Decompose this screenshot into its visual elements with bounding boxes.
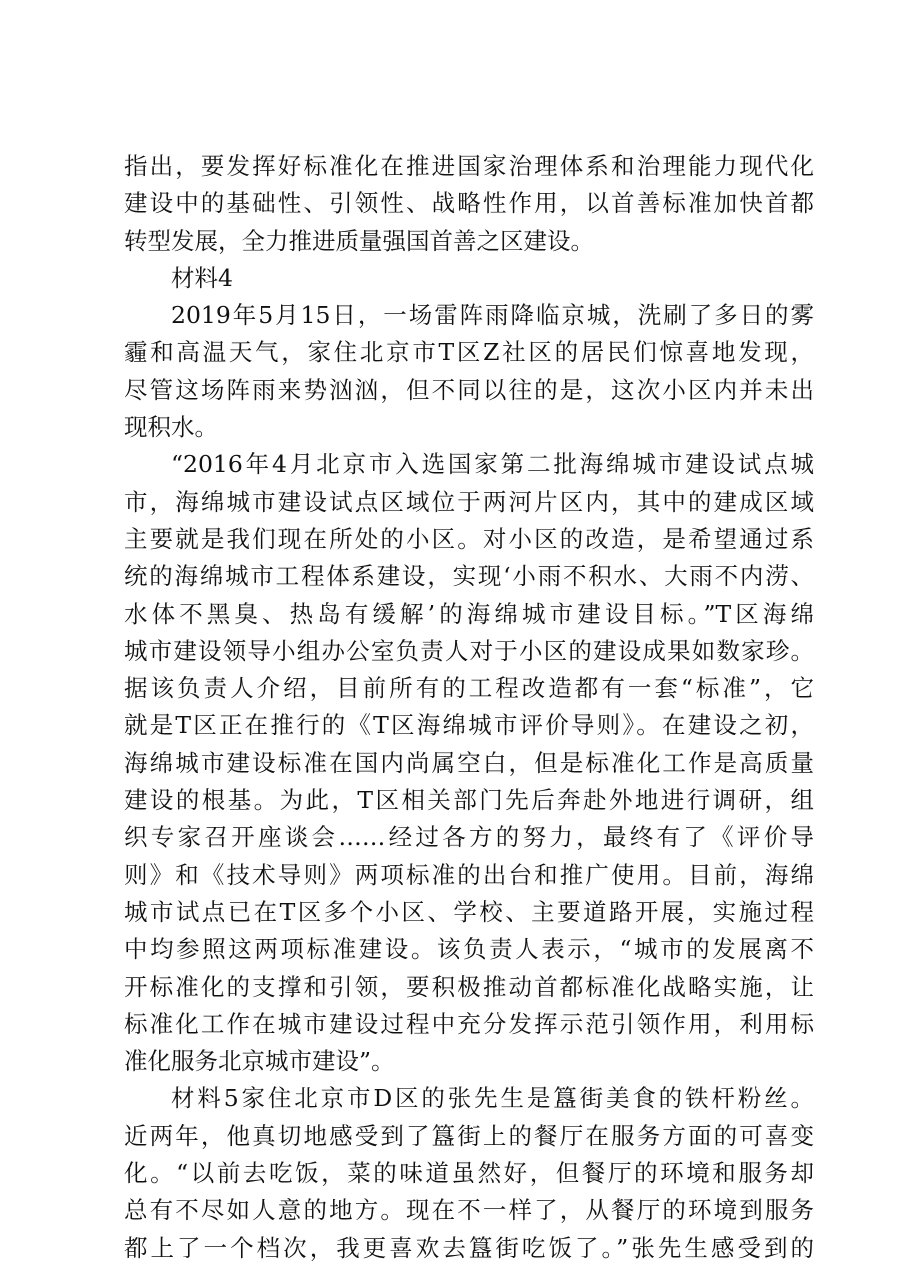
text-line: 都上了一个档次，我更喜欢去簋街吃饭了。”张先生感受到的	[124, 1233, 814, 1262]
paragraph-first-line: 材料5家住北京市D区的张先生是簋街美食的铁杆粉丝。	[171, 1084, 814, 1113]
text-line: 霾和高温天气，家住北京市T区Z社区的居民们惊喜地发现，	[124, 338, 814, 367]
text-line: 指出，要发挥好标准化在推进国家治理体系和治理能力现代化	[124, 152, 814, 180]
text-line: 开标准化的支撑和引领，要积极推动首都标准化战略实施，让	[124, 972, 814, 1001]
text-line: 海绵城市建设标准在国内尚属空白，但是标准化工作是高质量	[124, 748, 814, 777]
text-line: 建设的根基。为此，T区相关部门先后奔赴外地进行调研，组	[124, 786, 814, 815]
text-line: 城市试点已在T区多个小区、学校、主要道路开展，实施过程	[124, 897, 814, 926]
text-line: 准化服务北京城市建设”。	[124, 1047, 395, 1076]
text-line: 现积水。	[124, 413, 218, 442]
text-line: 织专家召开座谈会……经过各方的努力，最终有了《评价导	[124, 823, 814, 852]
text-line: 标准化工作在城市建设过程中充分发挥示范引领作用，利用标	[124, 1009, 814, 1038]
text-line: 近两年，他真切地感受到了簋街上的餐厅在服务方面的可喜变	[124, 1121, 814, 1150]
text-line: 总有不尽如人意的地方。现在不一样了，从餐厅的环境到服务	[124, 1196, 814, 1225]
text-line: 化。“以前去吃饭，菜的味道虽然好，但餐厅的环境和服务却	[124, 1159, 814, 1188]
section-heading: 材料4	[171, 263, 233, 292]
text-line: 市，海绵城市建设试点区域位于两河片区内，其中的建成区域	[124, 487, 814, 516]
paragraph-first-line: 2019年5月15日，一场雷阵雨降临京城，洗刷了多日的雾	[171, 301, 814, 330]
text-line: 建设中的基础性、引领性、战略性作用，以首善标准加快首都	[124, 189, 814, 218]
text-line: 则》和《技术导则》两项标准的出台和推广使用。目前，海绵	[124, 860, 814, 889]
text-line: 统的海绵城市工程体系建设，实现‘小雨不积水、大雨不内涝、	[124, 562, 814, 591]
text-line: 尽管这场阵雨来势汹汹，但不同以往的是，这次小区内并未出	[124, 375, 814, 404]
text-line: 主要就是我们现在所处的小区。对小区的改造，是希望通过系	[124, 524, 814, 553]
body-text	[124, 148, 814, 1267]
text-line: 中均参照这两项标准建设。该负责人表示，“城市的发展离不	[124, 935, 814, 964]
paragraph-first-line: “2016年4月北京市入选国家第二批海绵城市建设试点城	[171, 450, 814, 479]
text-line: 就是T区正在推行的《T区海绵城市评价导则》。在建设之初，	[124, 711, 814, 740]
text-line: 转型发展，全力推进质量强国首善之区建设。	[124, 226, 594, 255]
text-line: 据该负责人介绍，目前所有的工程改造都有一套“标准”，它	[124, 674, 814, 703]
text-line: 水体不黑臭、热岛有缓解’的海绵城市建设目标。”T区海绵	[124, 599, 814, 628]
text-line: 城市建设领导小组办公室负责人对于小区的建设成果如数家珍。	[124, 636, 814, 665]
